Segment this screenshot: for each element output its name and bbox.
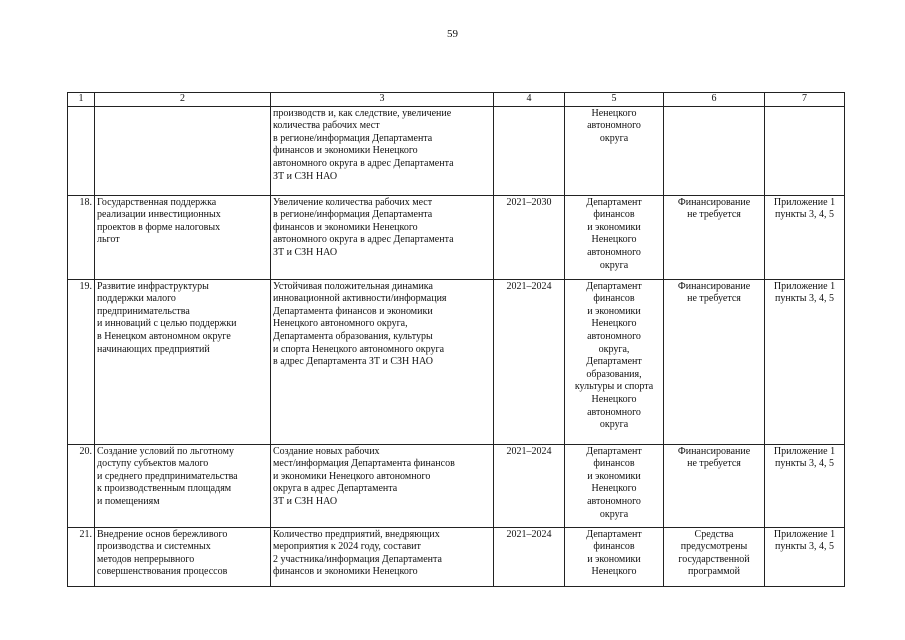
table-row [68, 527, 845, 586]
column-number: 7 [765, 93, 845, 107]
note-cell [765, 106, 845, 195]
result-cell: Увеличение количества рабочих мест в регионе/информация Департамента финансов и экономики Ненецкого автономного округа в адрес Департамента ЗТ и СЗН НАО [271, 195, 494, 279]
row-number: 19. [68, 279, 95, 444]
financing-cell: Финансирование не требуется [664, 279, 765, 444]
column-number: 3 [271, 93, 494, 107]
result-cell: Количество предприятий, внедряющих мероприятия к 2024 году, составит 2 участника/информация Департамента финансов и экономики Ненецкого [271, 527, 494, 586]
executor-cell: Департамент финансов и экономики Ненецкого [565, 527, 664, 586]
measure-cell: Внедрение основ бережливого производства и системных методов непрерывного совершенствования процессов [95, 527, 271, 586]
row-number: 21. [68, 527, 95, 586]
table-row [68, 444, 845, 527]
measure-cell: Государственная поддержка реализации инвестиционных проектов в форме налоговых льгот [95, 195, 271, 279]
term-cell [494, 106, 565, 195]
term-cell: 2021–2024 [494, 444, 565, 527]
column-number: 4 [494, 93, 565, 107]
column-number: 1 [68, 93, 95, 107]
measures-table [67, 92, 845, 587]
executor-cell: Департамент финансов и экономики Ненецкого автономного округа [565, 444, 664, 527]
term-cell: 2021–2024 [494, 527, 565, 586]
note-cell: Приложение 1 пункты 3, 4, 5 [765, 279, 845, 444]
row-number: 20. [68, 444, 95, 527]
row-number: 18. [68, 195, 95, 279]
executor-cell: Департамент финансов и экономики Ненецкого автономного округа, Департамент образования, культуры и спорта Ненецкого автономного округа [565, 279, 664, 444]
row-number [68, 106, 95, 195]
financing-cell: Финансирование не требуется [664, 195, 765, 279]
column-number: 5 [565, 93, 664, 107]
column-number: 2 [95, 93, 271, 107]
result-cell: производств и, как следствие, увеличение количества рабочих мест в регионе/информация Департамента финансов и экономики Ненецкого автономного округа в адрес Департамента ЗТ и СЗН НАО [271, 106, 494, 195]
executor-cell: Департамент финансов и экономики Ненецкого автономного округа [565, 195, 664, 279]
executor-cell: Ненецкого автономного округа [565, 106, 664, 195]
column-number: 6 [664, 93, 765, 107]
financing-cell: Средства предусмотрены государственной программой [664, 527, 765, 586]
term-cell: 2021–2024 [494, 279, 565, 444]
page-number: 59 [447, 28, 458, 40]
financing-cell [664, 106, 765, 195]
financing-cell: Финансирование не требуется [664, 444, 765, 527]
result-cell: Устойчивая положительная динамика инновационной активности/информация Департамента финансов и экономики Ненецкого автономного округа, Департамента образования, культуры и спорта Ненецкого автономного округа в адрес Департамента ЗТ и СЗН НАО [271, 279, 494, 444]
measure-cell: Создание условий по льготному доступу субъектов малого и среднего предпринимательства к производственным площадям и помещениям [95, 444, 271, 527]
table-row [68, 106, 845, 195]
measure-cell [95, 106, 271, 195]
note-cell: Приложение 1 пункты 3, 4, 5 [765, 444, 845, 527]
note-cell: Приложение 1 пункты 3, 4, 5 [765, 195, 845, 279]
result-cell: Создание новых рабочих мест/информация Департамента финансов и экономики Ненецкого автономного округа в адрес Департамента ЗТ и СЗН НАО [271, 444, 494, 527]
note-cell: Приложение 1 пункты 3, 4, 5 [765, 527, 845, 586]
measure-cell: Развитие инфраструктуры поддержки малого предпринимательства и инноваций с целью поддержки в Ненецком автономном округе начинающих предприятий [95, 279, 271, 444]
term-cell: 2021–2030 [494, 195, 565, 279]
column-number-row [68, 93, 845, 107]
table-row [68, 279, 845, 444]
table-row [68, 195, 845, 279]
